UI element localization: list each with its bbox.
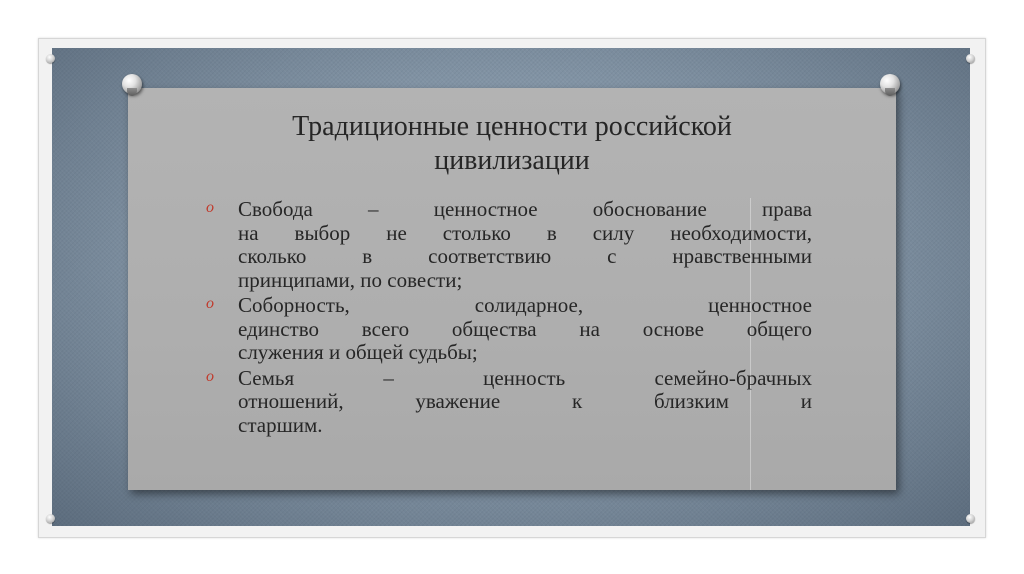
list-item-line: сколько в соответствию с нравственными xyxy=(238,244,812,268)
screw-top-right-icon xyxy=(966,54,975,63)
list-item-line: отношений, уважение к близким и xyxy=(238,389,812,413)
bullet-icon: o xyxy=(206,199,214,216)
list-item-line: служения и общей судьбы; xyxy=(238,340,478,364)
list-item-sobornost xyxy=(206,294,812,365)
list-item-line: единство всего общества на основе общего xyxy=(238,316,812,341)
screw-bottom-left-icon xyxy=(46,514,55,523)
list-item-line: Семья – ценность семейно-брачных xyxy=(238,365,812,390)
list-item-line: принципами, по совести; xyxy=(238,267,463,292)
slide-title xyxy=(128,110,896,178)
slide-title-line-2: цивилизации xyxy=(434,145,590,176)
list-item-line: старшим. xyxy=(238,412,323,437)
pin-left-icon xyxy=(122,74,142,94)
screw-bottom-right-icon xyxy=(966,514,975,523)
list-item-line: на выбор не столько в силу необходимости, xyxy=(238,220,812,245)
list-item-freedom xyxy=(206,198,812,292)
pin-right-icon xyxy=(880,74,900,94)
screw-top-left-icon xyxy=(46,54,55,63)
list-item-family xyxy=(206,367,812,438)
values-list xyxy=(206,198,812,439)
bullet-icon: o xyxy=(206,295,214,312)
list-item-line: Свобода – ценностное обоснование права xyxy=(238,197,812,221)
list-item-line: Соборность, солидарное, ценностное xyxy=(238,293,812,317)
bullet-icon: o xyxy=(206,367,214,385)
slide-title-line-1: Традиционные ценности российской xyxy=(292,111,732,142)
